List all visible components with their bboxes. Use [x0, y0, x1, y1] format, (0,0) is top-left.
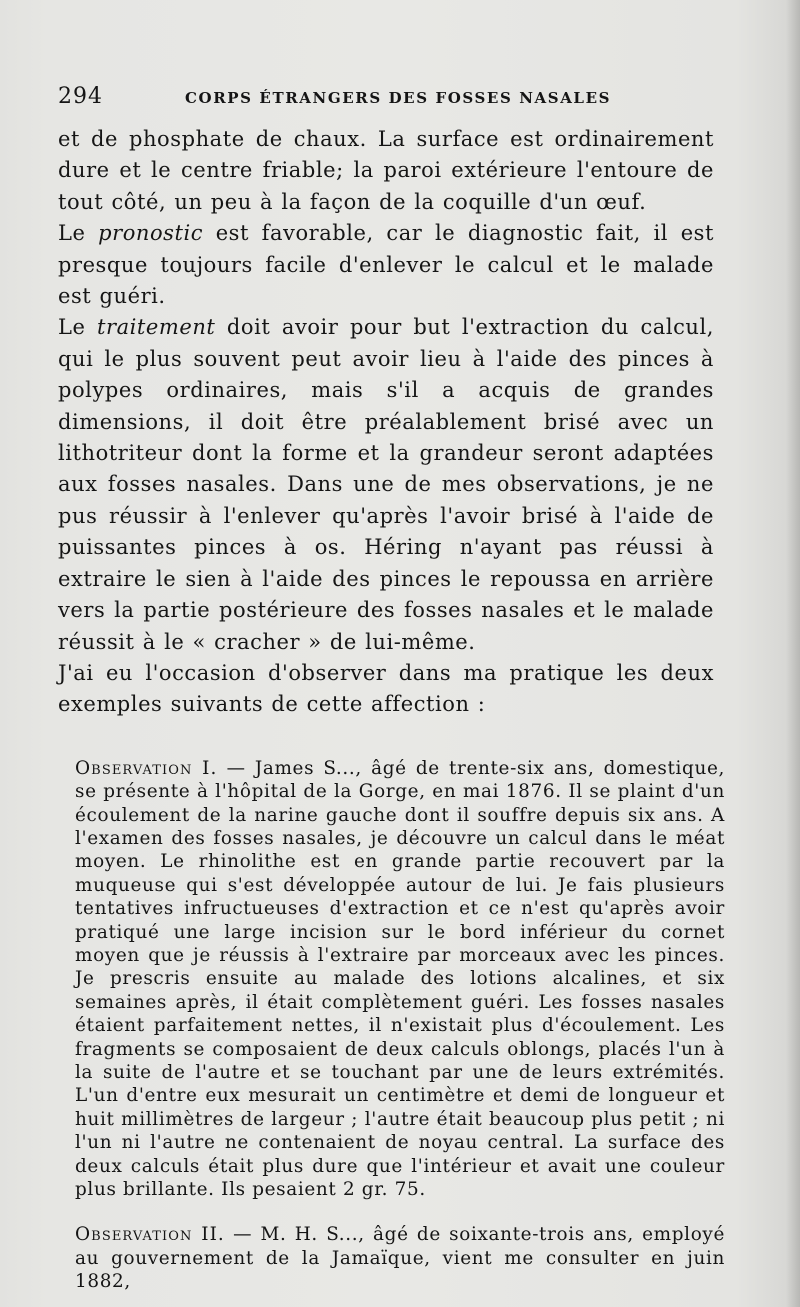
observation-2-text: — M. H. S..., âgé de soixante-trois ans, employé au gouvernement de la Jamaïque, vient me consulter en juin 1882, [75, 1224, 725, 1293]
page-header [58, 80, 718, 110]
paragraph-chaux: et de phosphate de chaux. La surface est ordinairement dure et le centre friable; la paroi extérieure l'entoure de tout côté, un peu à la façon de la coquille d'un œuf. [58, 127, 714, 214]
page-number: 294 [58, 84, 103, 109]
observation-1-heading: Observation I. [75, 757, 218, 779]
pronostic-term: pronostic [98, 221, 204, 246]
traitement-term: traitement [97, 315, 216, 340]
running-title: CORPS ÉTRANGERS DES FOSSES NASALES [185, 89, 612, 107]
paragraph-exemples: J'ai eu l'occasion d'observer dans ma pratique les deux exemples suivants de cette affection : [58, 660, 714, 717]
paragraph-traitement-body: doit avoir pour but l'extraction du calcul, qui le plus souvent peut avoir lieu à l'aide des pinces à polypes ordinaires, mais s'il a acquis de grandes dimensions, il doit être préalablement brisé avec un lithotriteur dont la forme et la grandeur seront adaptées aux fosses nasales. Dans une de mes observations, je ne pus réussir à l'enlever qu'après l'avoir brisé à l'aide de puissantes pinces à os. Héring n'ayant pas réussi à extraire le sien à l'aide des pinces le repoussa en arrière vers la partie postérieure des fosses nasales et le malade réussit à le « cracher » de lui-même. [58, 315, 714, 654]
observation-1-text: — James S..., âgé de trente-six ans, domestique, se présente à l'hôpital de la Gorge, en mai 1876. Il se plaint d'un écoulement de la narine gauche dont il souffre depuis six ans. A l'examen des fosses nasales, je découvre un calcul dans le méat moyen. Le rhinolithe est en grande partie recouvert par la muqueuse qui s'est développée autour de lui. Je fais plusieurs tentatives infructueuses d'extraction et ce n'est qu'après avoir pratiqué une large incision sur le bord inférieur du cornet moyen que je réussis à l'extraire par morceaux avec les pinces. Je prescris ensuite au malade des lotions alcalines, et six semaines après, il était complètement guéri. Les fosses nasales étaient parfaitement nettes, il n'existait plus d'écoulement. Les fragments se composaient de deux calculs oblongs, placés l'un à la suite de l'autre et se touchant par une de leurs extrémités. L'un d'entre eux mesurait un centimètre et demi de longueur et huit millimètres de largeur ; l'autre était beaucoup plus petit ; ni l'un ni l'autre ne contenaient de noyau central. La surface des deux calculs était plus dure que l'intérieur et avait une couleur plus brillante. Ils pesaient 2 gr. 75. [75, 757, 725, 1201]
observations [75, 757, 725, 1294]
paragraph-pronostic [58, 218, 714, 312]
paragraph-pronostic-lead: Le [58, 221, 99, 246]
paragraph-traitement-lead: Le [58, 315, 97, 340]
observation-1 [75, 757, 725, 1202]
observation-2-heading: Observation II. [75, 1224, 225, 1246]
paragraph-pronostic-body: est favorable, car le diagnostic fait, il est presque toujours facile d'enlever le calcul et le malade est guéri. [58, 221, 714, 309]
page-scan-edge [786, 0, 800, 1307]
paragraph-traitement [58, 312, 714, 657]
observation-2 [75, 1223, 725, 1293]
main-text [58, 124, 714, 721]
